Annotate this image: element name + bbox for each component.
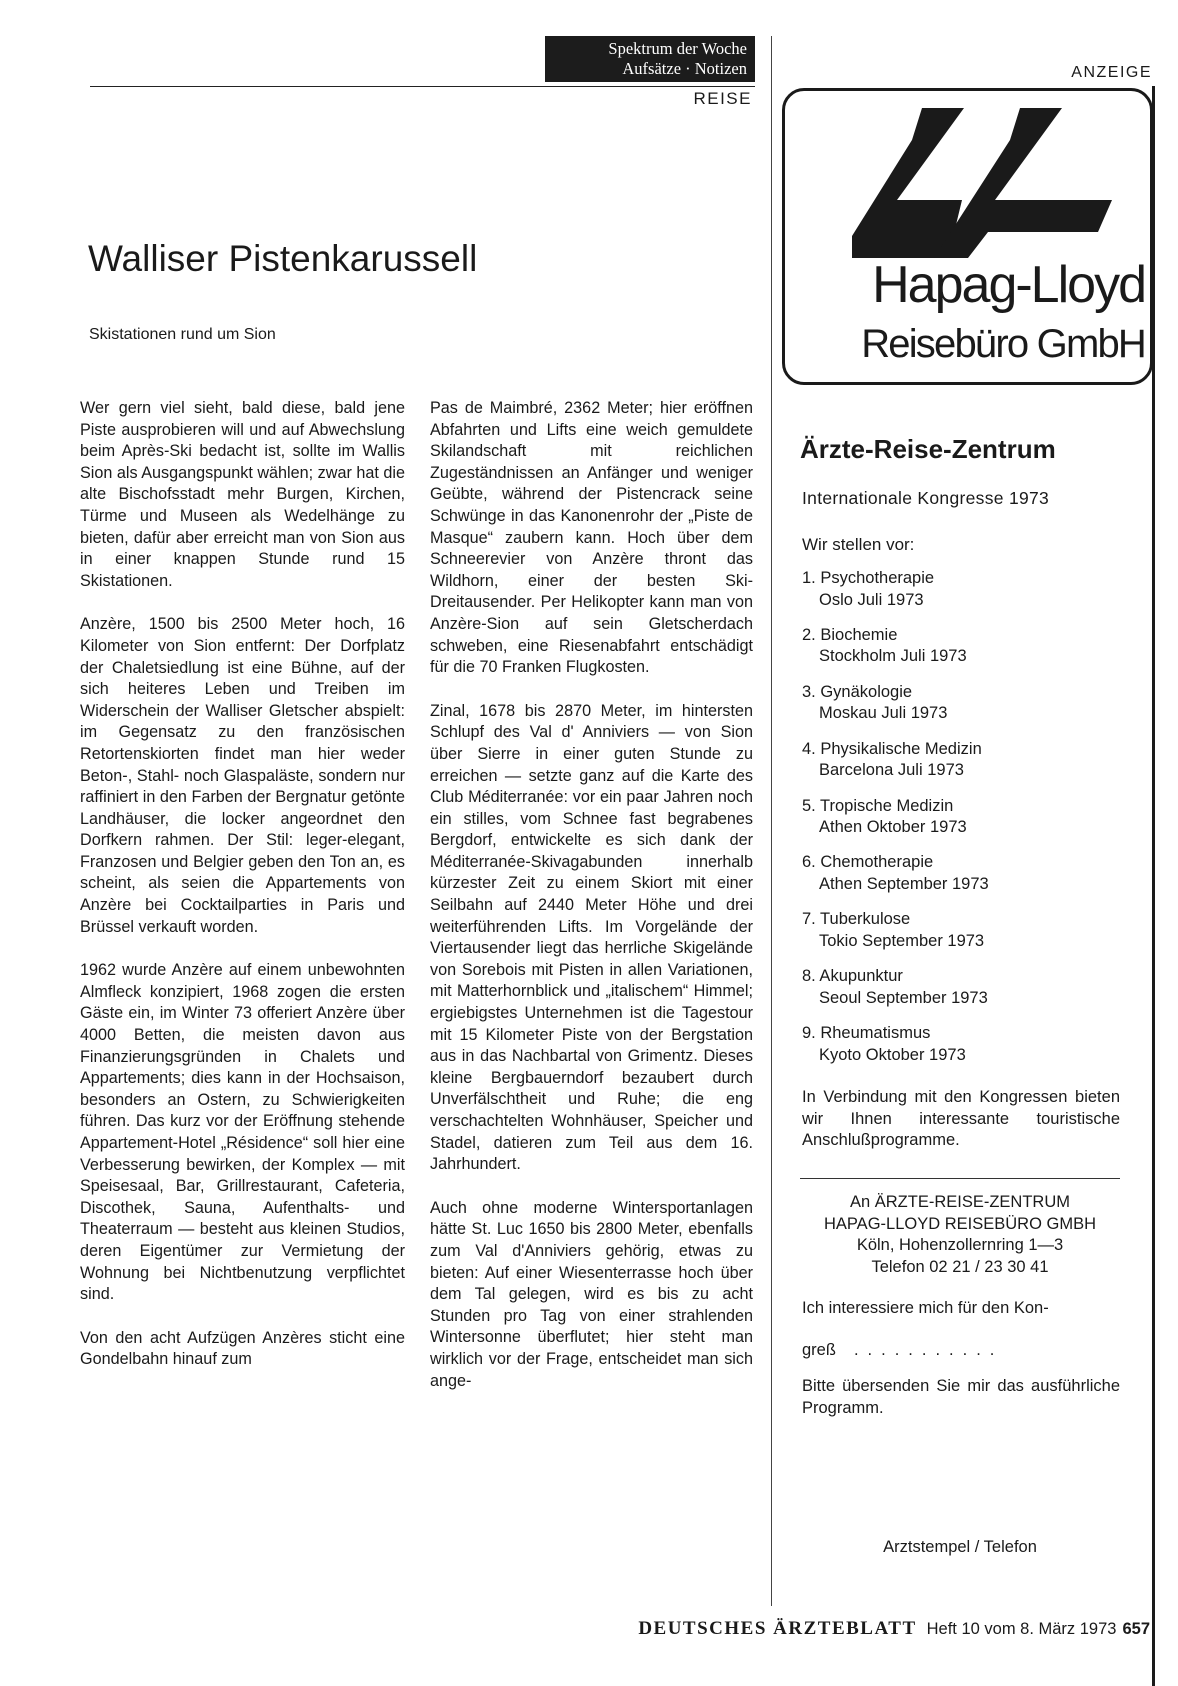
program-topic: 3. Gynäkologie xyxy=(802,682,913,701)
page-number: 657 xyxy=(1122,1620,1150,1638)
ad-label: ANZEIGE xyxy=(1071,64,1152,81)
list-item xyxy=(802,682,1142,725)
stamp-label: Arztstempel / Telefon xyxy=(883,1538,1037,1556)
column-divider xyxy=(771,36,772,1606)
category-label: REISE xyxy=(693,89,752,108)
hapag-lloyd-logo-icon xyxy=(852,108,1112,258)
program-topic: 7. Tuberkulose xyxy=(802,910,911,929)
list-item xyxy=(802,966,1142,1009)
program-topic: 4. Physikalische Medizin xyxy=(802,739,982,758)
coupon-address xyxy=(790,1192,1130,1278)
program-details: Barcelona Juli 1973 xyxy=(819,761,964,780)
program-topic: 8. Akupunktur xyxy=(802,967,903,986)
list-item xyxy=(802,796,1142,839)
article-subtitle: Skistationen rund um Sion xyxy=(89,326,276,343)
program-details: Oslo Juli 1973 xyxy=(819,590,924,609)
list-item xyxy=(802,852,1142,895)
coupon-divider xyxy=(800,1178,1120,1179)
address-line: An ÄRZTE-REISE-ZENTRUM xyxy=(849,1193,1070,1211)
program-topic: 6. Chemotherapie xyxy=(802,853,934,872)
section-header-line2: Aufsätze · Notizen xyxy=(622,59,747,78)
magazine-name: DEUTSCHES ÄRZTEBLATT xyxy=(638,1618,917,1639)
list-item xyxy=(802,568,1142,611)
ad-connection-text: In Verbindung mit den Kongressen bieten wir Ihnen interessante touristische Anschlußprogramme. xyxy=(802,1088,1120,1150)
article-column-2 xyxy=(430,398,753,1414)
issue-info: Heft 10 vom 8. März 1973 xyxy=(926,1620,1117,1638)
logo-wordmark-line2: Reisebüro GmbH xyxy=(861,322,1145,366)
paragraph: Pas de Maimbré, 2362 Meter; hier eröffnen Abfahrten und Lifts eine weich gemuldete Skilandschaft mit reichlichen Zugeständnissen an Anfänger und weniger Geübte, während der Pistencrack seine Schwünge in das Kanonenrohr der „Piste de Masque“ zaubern kann. Hoch über dem Schneerevier von Anzère thront das Wildhorn, einer der besten Ski-Dreitausender. Per Helikopter kann man von Anzère-Sion auf sein Gletscherdach schweben, eine Riesenabfahrt entschädigt für die 70 Franken Flugkosten. xyxy=(430,399,753,677)
section-header-box xyxy=(545,36,755,82)
program-topic: 9. Rheumatismus xyxy=(802,1024,931,1042)
list-item xyxy=(802,909,1142,952)
program-topic: 1. Psychotherapie xyxy=(802,569,935,587)
ad-intro: Wir stellen vor: xyxy=(802,535,915,554)
article-column-1 xyxy=(80,398,405,1393)
program-details: Athen September 1973 xyxy=(819,874,989,893)
article-title: Walliser Pistenkarussell xyxy=(88,238,478,279)
program-details: Athen Oktober 1973 xyxy=(819,818,967,837)
program-topic: 5. Tropische Medizin xyxy=(802,796,954,815)
program-details: Kyoto Oktober 1973 xyxy=(819,1045,966,1064)
program-list xyxy=(802,568,1142,1080)
ad-subtitle: Internationale Kongresse 1973 xyxy=(802,488,1050,508)
ad-title: Ärzte-Reise-Zentrum xyxy=(800,434,1056,464)
address-line: HAPAG-LLOYD REISEBÜRO GMBH xyxy=(823,1214,1096,1233)
section-header-line1: Spektrum der Woche xyxy=(608,39,747,58)
list-item xyxy=(802,739,1142,782)
list-item xyxy=(802,1023,1142,1066)
logo-wordmark-line1: Hapag-Lloyd xyxy=(872,256,1145,314)
coupon-send-text: Bitte übersenden Sie mir das ausführliche Programm. xyxy=(802,1377,1120,1417)
page-footer xyxy=(480,1618,1150,1640)
program-details: Stockholm Juli 1973 xyxy=(819,647,967,666)
paragraph: Von den acht Aufzügen Anzères sticht eine Gondelbahn hinauf zum xyxy=(80,1328,405,1369)
paragraph: Anzère, 1500 bis 2500 Meter hoch, 16 Kilometer von Sion entfernt: Der Dorfplatz der Chaletsiedlung ist eine Bühne, auf der sich heiteres Leben und Treiben im Widerschein der Walliser Gletscher abspielt: im Gegensatz zu den französischen Retortenskiorten findet man hier weder Beton-, Stahl- noch Glaspaläste, sondern nur raffiniert in den Farben der Bergnatur getönte Landhäuser, die locker angeordnet den Dorfkern rahmen. Der Stil: leger-elegant, Franzosen und Belgier geben den Ton an, es scheint, als seien die Appartements von Anzère bei Cocktailparties in Paris und Brüssel verkauft worden. xyxy=(80,615,405,936)
header-rule xyxy=(90,86,755,87)
paragraph: Zinal, 1678 bis 2870 Meter, im hintersten Schlupf des Val d' Anniviers — von Sion über Sierre in einer guten Stunde zu erreichen — setzte ganz auf die Karte des Club Méditerranée: vor ein paar Jahren noch ein stilles, vom Schnee fast begrabenes Bergdorf, entwickelte es sich dank der Méditerranée-Skivagabunden innerhalb kürzester Zeit zu einem Skiort mit einer Seilbahn auf 2440 Meter Höhe und drei weiterführenden Lifts. Im Vorgelände der Viertausender liegt das herrliche Skigelände von Sorebois mit Pisten in allen Variationen, mit Matterhornblick und „italischem“ Himmel; ergiebigstes Unternehmen ist die Tagestour mit 15 Kilometer Piste von der Bergstation aus in das Nachbartal von Grimentz. Dieses kleine Bergbauerndorf bezaubert durch Unverfälschtheit und Ruhe; die eng verschachtelten Wohnhäuser, Speicher und Stadel, datieren zum Teil aus dem 16. Jahrhundert. xyxy=(430,701,753,1174)
program-details: Moskau Juli 1973 xyxy=(819,704,948,723)
list-item xyxy=(802,625,1142,668)
paragraph: Wer gern viel sieht, bald diese, bald jene Piste ausprobieren will und auf Abwechslung beim Après-Ski bedacht ist, sollte im Wallis Sion als Ausgangspunkt wählen; zwar hat die alte Bischofsstadt mehr Burgen, Kirchen, Türme und Museen als Wedelhänge zu bieten, dafür aber erreicht man von Sion aus in einer knappen Stunde rund 15 Skistationen. xyxy=(80,399,405,590)
program-details: Seoul September 1973 xyxy=(819,988,988,1007)
coupon-interest-text: Ich interessiere mich für den Kon- xyxy=(802,1299,1049,1317)
kongress-word: greß xyxy=(802,1341,836,1359)
paragraph: 1962 wurde Anzère auf einem unbewohnten Almfleck konzipiert, 1968 zogen die ersten Gäste ein, im Winter 73 offeriert Anzère über 4000 Betten, die meisten davon aus Finanzierungsgründen in Chalets und Appartements; dies kann in der Hochsaison, besonders an Ostern, zu Schwierigkeiten führen. Das kurz vor der Eröffnung stehende Appartement-Hotel „Résidence“ soll hier eine Verbesserung bewirken, der Komplex — mit Speisesaal, Bar, Grillrestaurant, Cafeteria, Discothek, Sauna, Aufenthalts- und Theaterraum — besteht aus kleinen Studios, deren Eigentümer zur Vermietung der Wohnung bei Nichtbenutzung verpflichtet sind. xyxy=(80,961,405,1304)
program-topic: 2. Biochemie xyxy=(802,625,898,644)
address-line: Telefon 02 21 / 23 30 41 xyxy=(871,1257,1049,1276)
kongress-fill-line: ........... xyxy=(853,1341,1004,1359)
coupon-kongress-field xyxy=(802,1340,1120,1362)
program-details: Tokio September 1973 xyxy=(819,931,985,950)
paragraph: Auch ohne moderne Wintersportanlagen hätte St. Luc 1650 bis 2800 Meter, ebenfalls zum Val d'Anniviers gehörig, etwas zu bieten: Auf einer Wiesenterrasse hoch über dem Tal gelegen, wird es bis zu acht Stunden pro Tag von einer strahlenden Wintersonne überflutet; hier steht man wirklich vor der Frage, entscheidet man sich ange- xyxy=(430,1198,753,1390)
address-line: Köln, Hohenzollernring 1—3 xyxy=(856,1236,1064,1255)
